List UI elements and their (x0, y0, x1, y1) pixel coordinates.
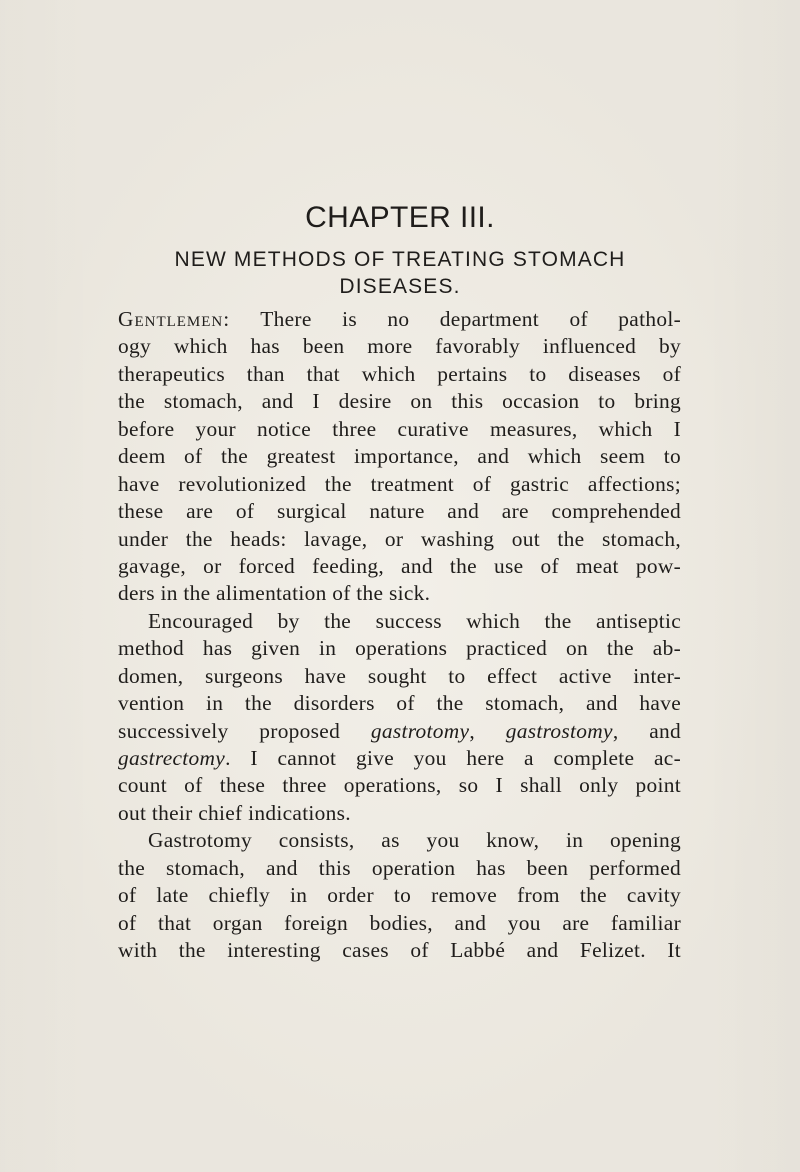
text-line-22: of late chiefly in order to remove from the cavity (118, 883, 681, 908)
text-line-11: ders in the alimentation of the sick. (118, 581, 431, 606)
text-line-1-rest: There is no department of pathol- (230, 307, 681, 331)
text-line-4: the stomach, and I desire on this occasion to bring (118, 389, 681, 414)
text-line-23: of that organ foreign bodies, and you are familiar (118, 910, 681, 935)
text-line-17-after: . I cannot give you here a complete ac- (225, 746, 681, 770)
text-line-16-middle-2: , and (612, 718, 681, 743)
text-line-16 (118, 718, 681, 745)
italic-term-gastrectomy: gastrectomy (118, 746, 226, 770)
text-line-17 (118, 745, 681, 772)
chapter-subtitle-line-2: DISEASES. (339, 275, 461, 299)
text-line-24: with the interesting cases of Labbé and Felizet. It (118, 938, 681, 963)
text-line-7: have revolutionized the treatment of gastric affections; (118, 471, 681, 496)
italic-term-gastrotomy: gastrotomy (370, 718, 470, 743)
text-line-20: Gastrotomy consists, as you know, in opening (148, 828, 681, 853)
text-line-19: out their chief indications. (118, 800, 351, 825)
chapter-subtitle-line-1: NEW METHODS OF TREATING STOMACH (174, 248, 626, 271)
text-line-3: therapeutics than that which pertains to diseases of (118, 361, 681, 386)
text-line-12: Encouraged by the success which the antiseptic (148, 608, 681, 633)
text-line-8: these are of surgical nature and are comprehended (118, 499, 681, 524)
text-line-10: gavage, or forced feeding, and the use of meat pow- (118, 553, 681, 578)
text-line-9: under the heads: lavage, or washing out the stomach, (118, 526, 681, 551)
text-line-18: count of these three operations, so I shall only point (118, 773, 681, 798)
salutation: Gentlemen: (118, 307, 231, 331)
chapter-subtitle (0, 245, 800, 300)
text-line-16-before: successively proposed (118, 718, 371, 743)
italic-term-gastrostomy: gastrostomy (505, 718, 613, 743)
text-line-15: vention in the disorders of the stomach, and have (118, 691, 681, 716)
text-line-2: ogy which has been more favorably influenced by (118, 334, 681, 359)
text-line-14: domen, surgeons have sought to effect active inter- (118, 663, 681, 688)
text-line-1 (118, 306, 681, 333)
chapter-title: CHAPTER III. (305, 201, 495, 234)
text-line-21: the stomach, and this operation has been performed (118, 855, 681, 880)
text-line-5: before your notice three curative measures, which I (118, 416, 681, 441)
text-line-13: method has given in operations practiced on the ab- (118, 636, 681, 661)
body-text (118, 306, 681, 965)
text-line-6: deem of the greatest importance, and which seem to (118, 444, 681, 469)
text-line-16-middle-1: , (469, 718, 506, 743)
